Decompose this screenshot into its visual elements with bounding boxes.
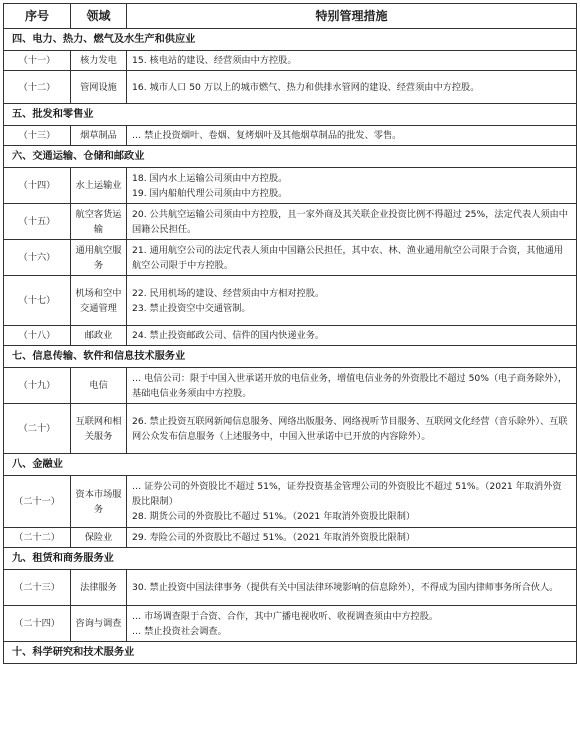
- row-number: （十八）: [4, 326, 71, 346]
- row-measures: [127, 404, 577, 454]
- row-field: 水上运输业: [71, 168, 127, 204]
- measure-item: 26. 禁止投资互联网新闻信息服务、网络出版服务、网络视听节目服务、互联网文化经营（音乐除外）、互联网公众发布信息服务（上述服务中，中国入世承诺中已开放的内容除外）。: [132, 415, 568, 442]
- section-row: [4, 29, 577, 51]
- row-number: （二十二）: [4, 528, 71, 548]
- row-field: 资本市场服务: [71, 476, 127, 528]
- measure-item: 18. 国内水上运输公司须由中方控股。: [132, 172, 288, 184]
- row-field: 法律服务: [71, 570, 127, 606]
- row-number: （十四）: [4, 168, 71, 204]
- row-measures: [127, 476, 577, 528]
- section-title: 六、交通运输、仓储和邮政业: [4, 146, 577, 168]
- measure-item: 16. 城市人口 50 万以上的城市燃气、热力和供排水管网的建设、经营须由中方控股。: [132, 81, 480, 93]
- row-measures: [127, 240, 577, 276]
- measure-item: 21. 通用航空公司的法定代表人须由中国籍公民担任，其中农、林、渔业通用航空公司限于合资，其他通用航空公司限于中方控股。: [132, 244, 563, 271]
- row-measures: [127, 71, 577, 104]
- row-field: 烟草制品: [71, 126, 127, 146]
- measure-item: 29. 寿险公司的外资股比不超过 51%。（2021 年取消外资股比限制）: [132, 532, 416, 543]
- row-field: 互联网和相关服务: [71, 404, 127, 454]
- measure-item: 28. 期货公司的外资股比不超过 51%。（2021 年取消外资股比限制）: [132, 511, 416, 522]
- section-title: 五、批发和零售业: [4, 104, 577, 126]
- row-field: 机场和空中交通管理: [71, 276, 127, 326]
- row-measures: [127, 204, 577, 240]
- table-row: [4, 326, 577, 346]
- row-field: 通用航空服务: [71, 240, 127, 276]
- measure-item: 15. 核电站的建设、经营须由中方控股。: [132, 55, 297, 66]
- row-number: （二十一）: [4, 476, 71, 528]
- section-title: 九、租赁和商务服务业: [4, 548, 577, 570]
- table-row: [4, 168, 577, 204]
- table-row: [4, 368, 577, 404]
- row-field: 核力发电: [71, 51, 127, 71]
- measure-item: 20. 公共航空运输公司须由中方控股，且一家外商及其关联企业投资比例不得超过 25%，法定代表人须由中国籍公民担任。: [132, 208, 568, 235]
- section-title: 十、科学研究和技术服务业: [4, 642, 577, 664]
- row-number: （二十四）: [4, 606, 71, 642]
- section-row: [4, 146, 577, 168]
- section-row: [4, 548, 577, 570]
- section-row: [4, 104, 577, 126]
- row-number: （十三）: [4, 126, 71, 146]
- measure-item: … 禁止投资社会调查。: [132, 625, 227, 637]
- row-field: 航空客货运输: [71, 204, 127, 240]
- header-number: 序号: [4, 4, 71, 29]
- row-field: 咨询与调查: [71, 606, 127, 642]
- row-number: （十五）: [4, 204, 71, 240]
- table-row: [4, 51, 577, 71]
- measure-item: 19. 国内船舶代理公司须由中方控股。: [132, 187, 288, 199]
- row-measures: [127, 528, 577, 548]
- table-row: [4, 476, 577, 528]
- measure-item: … 证券公司的外资股比不超过 51%，证券投资基金管理公司的外资股比不超过 51%。（2021 年取消外资股比限制）: [132, 481, 562, 507]
- row-number: （十二）: [4, 71, 71, 104]
- special-measures-table: [3, 3, 577, 664]
- table-row: [4, 404, 577, 454]
- section-title: 七、信息传输、软件和信息技术服务业: [4, 346, 577, 368]
- row-measures: [127, 368, 577, 404]
- row-number: （二十）: [4, 404, 71, 454]
- row-measures: [127, 126, 577, 146]
- section-row: [4, 346, 577, 368]
- table-row: [4, 570, 577, 606]
- section-title: 四、电力、热力、燃气及水生产和供应业: [4, 29, 577, 51]
- row-number: （十一）: [4, 51, 71, 71]
- measure-item: … 市场调查限于合资、合作，其中广播电视收听、收视调查须由中方控股。: [132, 610, 439, 622]
- row-number: （十七）: [4, 276, 71, 326]
- table-header-row: [4, 4, 577, 29]
- header-measures: 特别管理措施: [127, 4, 577, 29]
- table-row: [4, 528, 577, 548]
- table-row: [4, 204, 577, 240]
- table-body: [4, 29, 577, 664]
- section-row: [4, 454, 577, 476]
- section-row: [4, 642, 577, 664]
- row-measures: [127, 606, 577, 642]
- table-row: [4, 71, 577, 104]
- row-measures: [127, 570, 577, 606]
- table-row: [4, 276, 577, 326]
- table-row: [4, 240, 577, 276]
- section-title: 八、金融业: [4, 454, 577, 476]
- measure-item: … 禁止投资烟叶、卷烟、复烤烟叶及其他烟草制品的批发、零售。: [132, 130, 402, 141]
- table-row: [4, 126, 577, 146]
- row-measures: [127, 276, 577, 326]
- measure-item: 30. 禁止投资中国法律事务（提供有关中国法律环境影响的信息除外），不得成为国内律师事务所合伙人。: [132, 582, 559, 593]
- measure-item: 22. 民用机场的建设、经营须由中方相对控股。: [132, 287, 325, 299]
- measure-item: … 电信公司：限于中国入世承诺开放的电信业务，增值电信业务的外资股比不超过 50%（电子商务除外），基础电信业务须由中方控股。: [132, 372, 568, 399]
- row-field: 保险业: [71, 528, 127, 548]
- row-number: （二十三）: [4, 570, 71, 606]
- row-measures: [127, 51, 577, 71]
- header-field: 领域: [71, 4, 127, 29]
- row-number: （十九）: [4, 368, 71, 404]
- measure-item: 24. 禁止投资邮政公司、信件的国内快递业务。: [132, 330, 325, 341]
- row-measures: [127, 168, 577, 204]
- row-field: 电信: [71, 368, 127, 404]
- measure-item: 23. 禁止投资空中交通管制。: [132, 302, 251, 314]
- row-field: 管网设施: [71, 71, 127, 104]
- row-measures: [127, 326, 577, 346]
- table-row: [4, 606, 577, 642]
- row-number: （十六）: [4, 240, 71, 276]
- row-field: 邮政业: [71, 326, 127, 346]
